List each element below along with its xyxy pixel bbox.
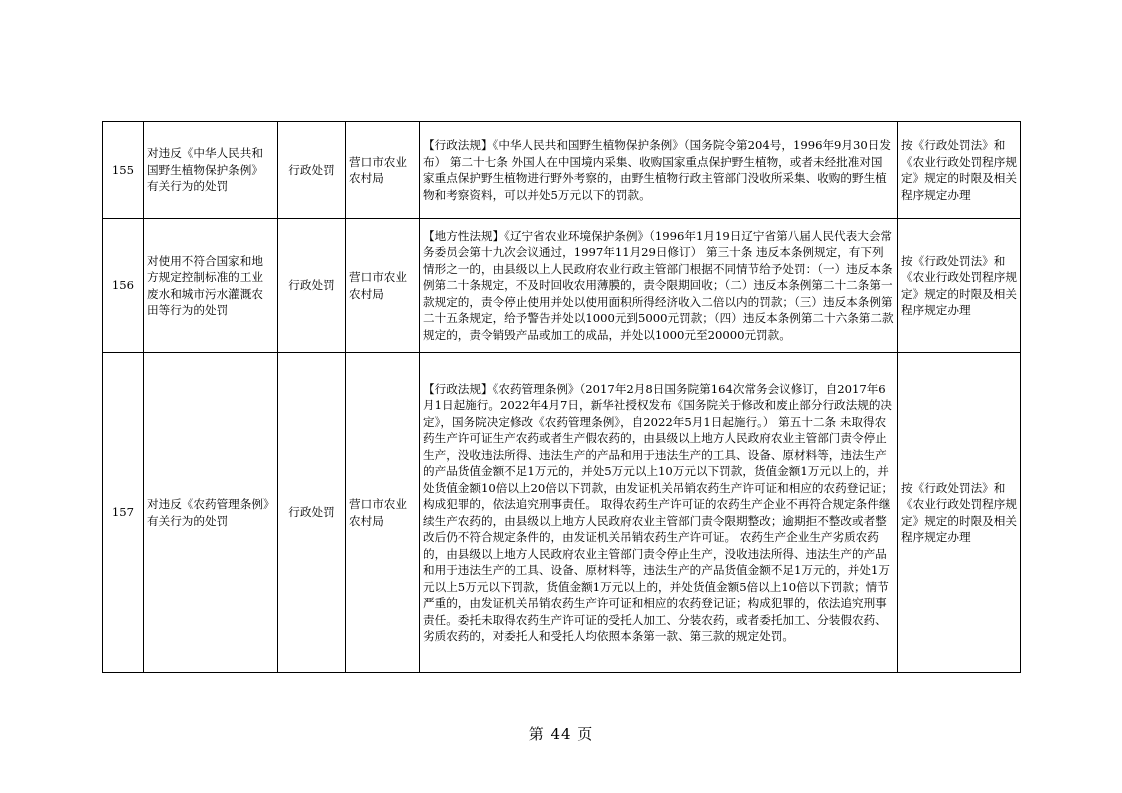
department: 营口市农业农村局	[346, 122, 420, 219]
item-type: 行政处罚	[278, 122, 346, 219]
item-name: 对违反《农药管理条例》有关行为的处罚	[144, 353, 278, 673]
procedure: 按《行政处罚法》和《农业行政处罚程序规定》规定的时限及相关程序规定办理	[898, 219, 1021, 353]
procedure: 按《行政处罚法》和《农业行政处罚程序规定》规定的时限及相关程序规定办理	[898, 353, 1021, 673]
penalty-table	[102, 121, 1021, 673]
legal-basis: 【行政法规】《农药管理条例》（2017年2月8日国务院第164次常务会议修订，自2017年6月1日起施行。2022年4月7日，新华社授权发布《国务院关于修改和废止部分行政法规的决定》，国务院决定修改《农药管理条例》，自2022年5月1日起施行。） 第五十二条 未取得农药生产许可证生产农药或者生产假农药的，由县级以上地方人民政府农业主管部门责令停止生产，没收违法所得、违法生产的产品和用于违法生产的工具、设备、原材料等，违法生产的产品货值金额不足1万元的，并处5万元以上10万元以下罚款，货值金额1万元以上的，并处货值金额10倍以上20倍以下罚款，由发证机关吊销农药生产许可证和相应的农药登记证；构成犯罪的，依法追究刑事责任。 取得农药生产许可证的农药生产企业不再符合规定条件继续生产农药的，由县级以上地方人民政府农业主管部门责令限期整改；逾期拒不整改或者整改后仍不符合规定条件的，由发证机关吊销农药生产许可证。 农药生产企业生产劣质农药的，由县级以上地方人民政府农业主管部门责令停止生产，没收违法所得、违法生产的产品和用于违法生产的工具、设备、原材料等，违法生产的产品货值金额不足1万元的，并处1万元以上5万元以下罚款，货值金额1万元以上的，并处货值金额5倍以上10倍以下罚款；情节严重的，由发证机关吊销农药生产许可证和相应的农药登记证；构成犯罪的，依法追究刑事责任。委托未取得农药生产许可证的受托人加工、分装农药，或者委托加工、分装假农药、劣质农药的，对委托人和受托人均依照本条第一款、第三款的规定处罚。	[420, 353, 898, 673]
page-number: 第 44 页	[528, 725, 594, 743]
item-type: 行政处罚	[278, 219, 346, 353]
item-name: 对违反《中华人民共和国野生植物保护条例》有关行为的处罚	[144, 122, 278, 219]
department: 营口市农业农村局	[346, 219, 420, 353]
procedure: 按《行政处罚法》和《农业行政处罚程序规定》规定的时限及相关程序规定办理	[898, 122, 1021, 219]
item-name: 对使用不符合国家和地方规定控制标准的工业废水和城市污水灌溉农田等行为的处罚	[144, 219, 278, 353]
table-row	[103, 122, 1021, 219]
table-row	[103, 219, 1021, 353]
department: 营口市农业农村局	[346, 353, 420, 673]
table-row	[103, 353, 1021, 673]
row-number: 156	[103, 219, 144, 353]
row-number: 155	[103, 122, 144, 219]
legal-basis: 【地方性法规】《辽宁省农业环境保护条例》（1996年1月19日辽宁省第八届人民代表大会常务委员会第十九次会议通过，1997年11月29日修订） 第三十条 违反本条例规定，有下列情形之一的，由县级以上人民政府农业行政主管部门根据不同情节给予处罚：（一）违反本条例第二十条规定，不及时回收农用薄膜的，责令限期回收；（二）违反本条例第二十二条第一款规定的，责令停止使用并处以使用面积所得经济收入二倍以内的罚款；（三）违反本条例第二十五条规定，给予警告并处以1000元到5000元罚款；（四）违反本条例第二十六条第二款规定的，责令销毁产品或加工的成品，并处以1000元至20000元罚款。	[420, 219, 898, 353]
row-number: 157	[103, 353, 144, 673]
item-type: 行政处罚	[278, 353, 346, 673]
legal-basis: 【行政法规】《中华人民共和国野生植物保护条例》（国务院令第204号，1996年9月30日发布） 第二十七条 外国人在中国境内采集、收购国家重点保护野生植物，或者未经批准对国家重点保护野生植物进行野外考察的，由野生植物行政主管部门没收所采集、收购的野生植物和考察资料，可以并处5万元以下的罚款。	[420, 122, 898, 219]
